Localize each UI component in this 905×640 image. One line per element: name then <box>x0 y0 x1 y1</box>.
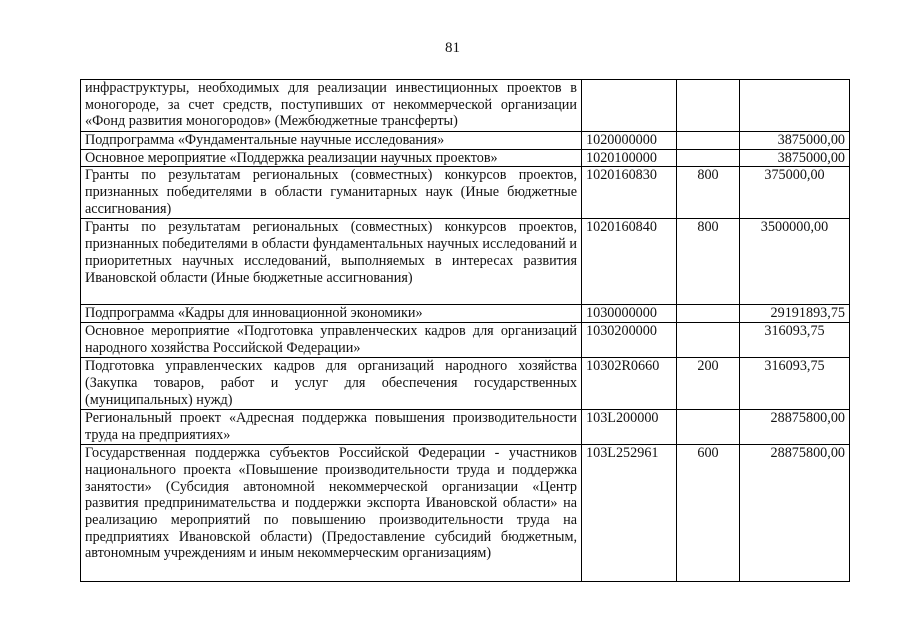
row-type-cell: 800 <box>677 219 740 305</box>
row-amount-cell: 3875000,00 <box>740 132 850 150</box>
row-type-cell: 600 <box>677 445 740 582</box>
row-amount-cell: 3500000,00 <box>740 219 850 305</box>
table-row <box>81 305 850 323</box>
row-code-cell: 1020160840 <box>582 219 677 305</box>
row-name-cell: Гранты по результатам региональных (совместных) конкурсов проектов, признанных победителями в области гуманитарных наук (Иные бюджетные ассигнования) <box>81 167 582 219</box>
table-row <box>81 80 850 132</box>
row-code-cell: 103L200000 <box>582 410 677 445</box>
row-amount-cell: 29191893,75 <box>740 305 850 323</box>
row-amount-cell: 28875800,00 <box>740 410 850 445</box>
row-name-cell: инфраструктуры, необходимых для реализации инвестиционных проектов в моногороде, за счет средств, поступивших от некоммерческой организации «Фонд развития моногородов» (Межбюджетные трансферты) <box>81 80 582 132</box>
row-code-cell: 1030000000 <box>582 305 677 323</box>
row-amount-cell <box>740 80 850 132</box>
row-code-cell: 103L252961 <box>582 445 677 582</box>
row-type-cell: 800 <box>677 167 740 219</box>
table-row <box>81 219 850 305</box>
table-row <box>81 410 850 445</box>
row-name-cell: Подпрограмма «Фундаментальные научные исследования» <box>81 132 582 150</box>
row-amount-cell: 375000,00 <box>740 167 850 219</box>
table-row <box>81 358 850 410</box>
row-amount-cell: 3875000,00 <box>740 149 850 167</box>
table-row <box>81 445 850 582</box>
row-type-cell <box>677 410 740 445</box>
row-type-cell <box>677 80 740 132</box>
row-name-cell: Основное мероприятие «Поддержка реализации научных проектов» <box>81 149 582 167</box>
row-type-cell: 200 <box>677 358 740 410</box>
table-row <box>81 167 850 219</box>
page-number: 81 <box>445 40 460 56</box>
table-row <box>81 132 850 150</box>
row-code-cell: 1020160830 <box>582 167 677 219</box>
row-code-cell: 1030200000 <box>582 323 677 358</box>
row-type-cell <box>677 132 740 150</box>
budget-table <box>80 79 850 582</box>
row-name-cell: Государственная поддержка субъектов Российской Федерации - участников национального проекта «Повышение производительности труда и поддержка занятости» (Субсидия автономной некоммерческой организации «Центр развития предпринимательства и поддержки экспорта Ивановской области» на реализацию мероприятий по повышению производительности труда на предприятиях Ивановской области) (Предоставление субсидий бюджетным, автономным учреждениям и иным некоммерческим организациям) <box>81 445 582 582</box>
row-type-cell <box>677 149 740 167</box>
row-name-cell: Подготовка управленческих кадров для организаций народного хозяйства (Закупка товаров, работ и услуг для обеспечения государственных (муниципальных) нужд) <box>81 358 582 410</box>
row-code-cell: 10302R0660 <box>582 358 677 410</box>
row-type-cell <box>677 305 740 323</box>
row-amount-cell: 316093,75 <box>740 323 850 358</box>
table-row <box>81 323 850 358</box>
row-name-cell: Гранты по результатам региональных (совместных) конкурсов проектов, признанных победителями в области фундаментальных научных исследований и приоритетных научных исследований, выполняемых в интересах развития Ивановской области (Иные бюджетные ассигнования) <box>81 219 582 305</box>
row-name-cell: Подпрограмма «Кадры для инновационной экономики» <box>81 305 582 323</box>
row-amount-cell: 28875800,00 <box>740 445 850 582</box>
table-row <box>81 149 850 167</box>
row-code-cell: 1020000000 <box>582 132 677 150</box>
row-code-cell: 1020100000 <box>582 149 677 167</box>
row-amount-cell: 316093,75 <box>740 358 850 410</box>
row-name-cell: Основное мероприятие «Подготовка управленческих кадров для организаций народного хозяйства Российской Федерации» <box>81 323 582 358</box>
row-name-cell: Региональный проект «Адресная поддержка повышения производительности труда на предприятиях» <box>81 410 582 445</box>
row-code-cell <box>582 80 677 132</box>
row-type-cell <box>677 323 740 358</box>
